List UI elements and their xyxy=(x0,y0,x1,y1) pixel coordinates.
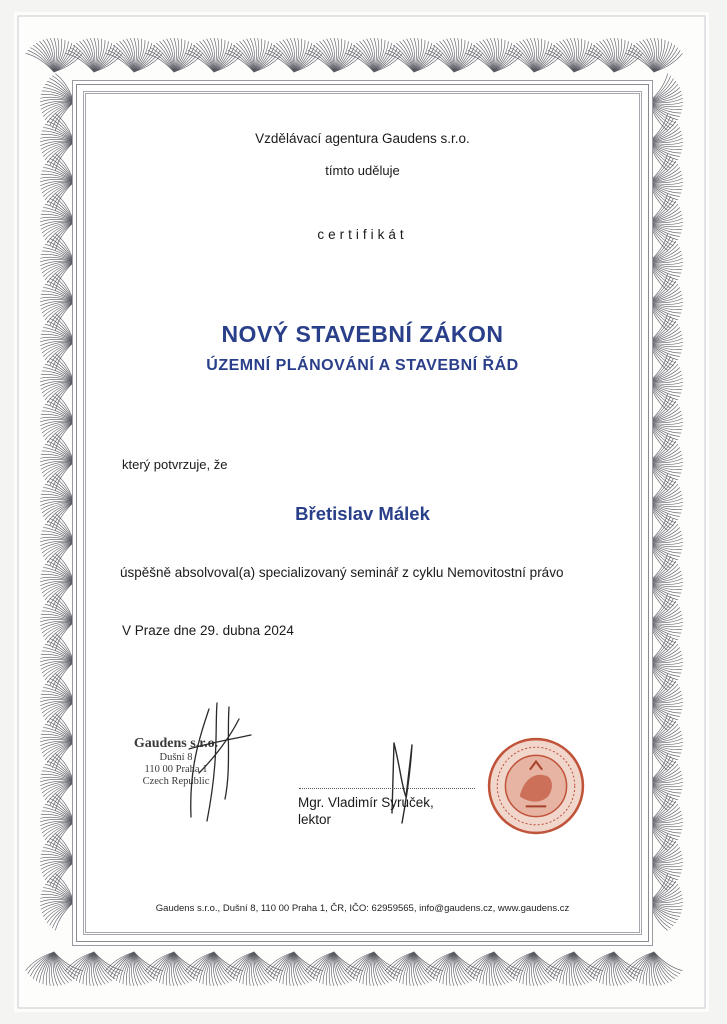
certificate-sheet xyxy=(14,12,709,1012)
lecturer-role: lektor xyxy=(298,812,332,827)
footer-contacts: Gaudens s.r.o., Dušní 8, 110 00 Praha 1, ČR, IČO: 62959565, info@gaudens.cz, www.gaudens.cz xyxy=(155,903,570,914)
grants-line: tímto uděluje xyxy=(325,163,400,178)
course-subtitle: ÚZEMNÍ PLÁNOVÁNÍ A STAVEBNÍ ŘÁD xyxy=(206,357,519,374)
completion-line: úspěšně absolvoval(a) specializovaný seminář z cyklu Nemovitostní právo xyxy=(120,565,564,580)
place-date-line: V Praze dne 29. dubna 2024 xyxy=(122,623,294,638)
director-signature xyxy=(169,699,259,829)
stamp-city: 110 00 Praha 1 xyxy=(144,764,208,775)
wax-seal-icon xyxy=(485,735,587,837)
lecturer-name: Mgr. Vladimír Syruček, xyxy=(298,795,434,810)
certificate-heading: certifikát xyxy=(317,227,408,242)
recipient-name: Břetislav Málek xyxy=(295,503,430,524)
stamp-country: Czech Republic xyxy=(142,776,210,787)
signature-line xyxy=(299,788,475,789)
lecturer-block xyxy=(298,794,434,828)
stamp-company: Gaudens s.r.o. xyxy=(133,736,219,751)
certificate-panel xyxy=(76,84,649,942)
confirms-line: který potvrzuje, že xyxy=(122,457,228,472)
course-title: NOVÝ STAVEBNÍ ZÁKON xyxy=(221,321,504,347)
stamp-street: Dušní 8 xyxy=(159,752,193,763)
issuer-line: Vzdělávací agentura Gaudens s.r.o. xyxy=(255,131,470,146)
